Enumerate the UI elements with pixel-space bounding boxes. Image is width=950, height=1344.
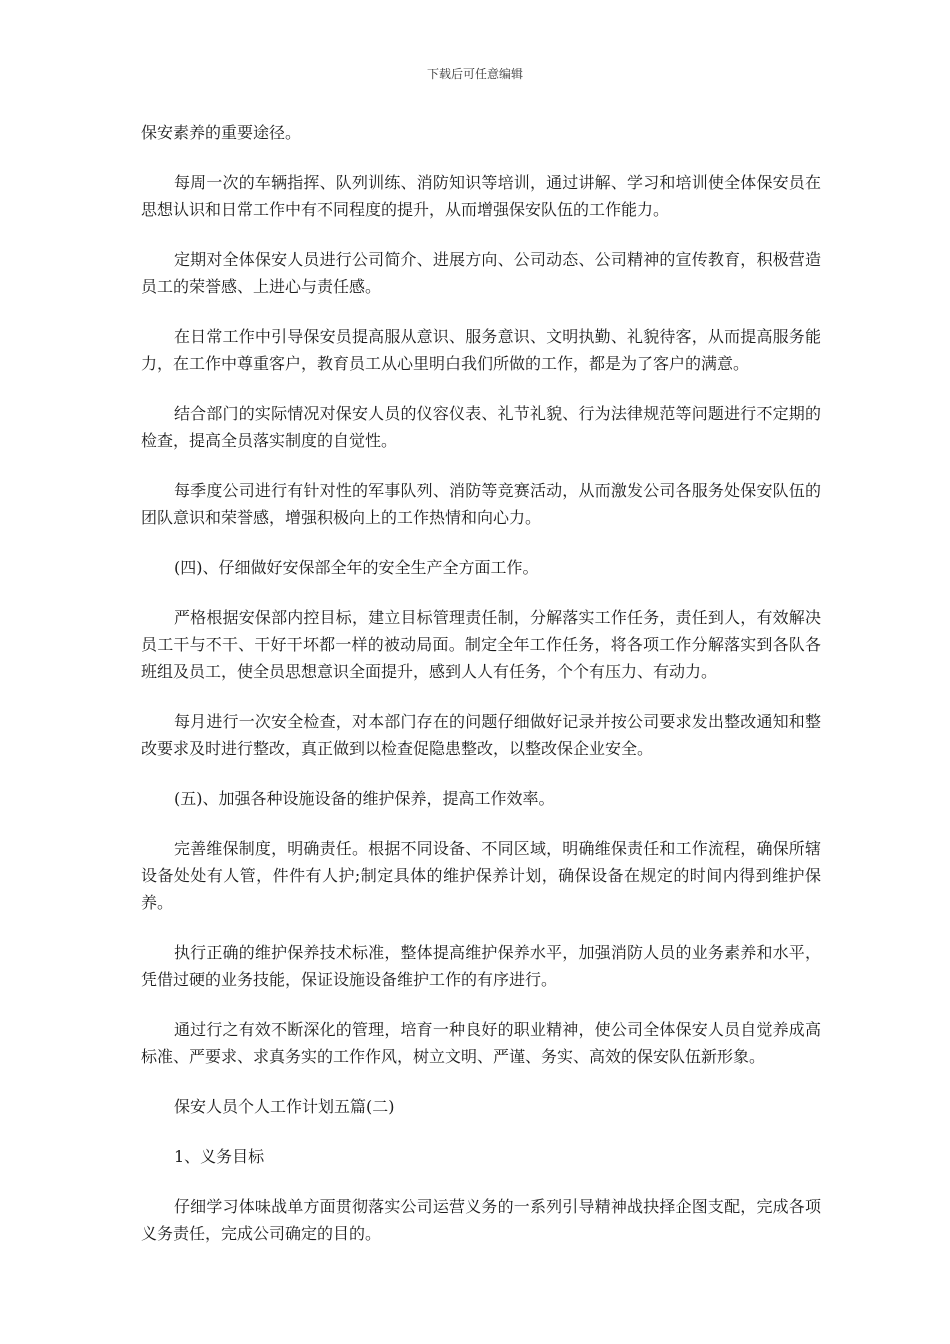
document-subtitle: 保安人员个人工作计划五篇(二)	[174, 1097, 395, 1116]
paragraph: 定期对全体保安人员进行公司简介、进展方向、公司动态、公司精神的宣传教育，积极营造员工的荣誉感、上进心与责任感。	[141, 250, 821, 296]
paragraph: 严格根据安保部内控目标，建立目标管理责任制，分解落实工作任务，责任到人，有效解决员工干与不干、干好干坏都一样的被动局面。制定全年工作任务，将各项工作分解落实到各队各班组及员工，使全员思想意识全面提升，感到人人有任务，个个有压力、有动力。	[141, 608, 821, 681]
page-header-note: 下载后可任意编辑	[426, 67, 523, 81]
paragraph: 结合部门的实际情况对保安人员的仪容仪表、礼节礼貌、行为法律规范等问题进行不定期的检查，提高全员落实制度的自觉性。	[141, 404, 821, 450]
paragraph: 通过行之有效不断深化的管理，培育一种良好的职业精神，使公司全体保安人员自觉养成高标准、严要求、求真务实的工作作风，树立文明、严谨、务实、高效的保安队伍新形象。	[141, 1020, 821, 1066]
section-heading: (四)、仔细做好安保部全年的安全生产全方面工作。	[174, 558, 539, 577]
paragraph: 完善维保制度，明确责任。根据不同设备、不同区域，明确维保责任和工作流程，确保所辖设备处处有人管，件件有人护;制定具体的维护保养计划，确保设备在规定的时间内得到维护保养。	[141, 839, 821, 912]
section-heading: (五)、加强各种设施设备的维护保养，提高工作效率。	[174, 789, 555, 808]
paragraph: 保安素养的重要途径。	[141, 123, 302, 142]
paragraph: 执行正确的维护保养技术标准，整体提高维护保养水平，加强消防人员的业务素养和水平，凭借过硬的业务技能，保证设施设备维护工作的有序进行。	[141, 943, 821, 989]
document-body	[141, 119, 821, 1270]
paragraph: 在日常工作中引导保安员提高服从意识、服务意识、文明执勤、礼貌待客，从而提高服务能力，在工作中尊重客户，教育员工从心里明白我们所做的工作，都是为了客户的满意。	[141, 327, 821, 373]
section-heading: 1、义务目标	[174, 1147, 265, 1166]
paragraph: 每月进行一次安全检查，对本部门存在的问题仔细做好记录并按公司要求发出整改通知和整改要求及时进行整改，真正做到以检查促隐患整改，以整改保企业安全。	[141, 712, 821, 758]
paragraph: 每周一次的车辆指挥、队列训练、消防知识等培训，通过讲解、学习和培训使全体保安员在思想认识和日常工作中有不同程度的提升，从而增强保安队伍的工作能力。	[141, 173, 821, 219]
paragraph: 仔细学习体味战单方面贯彻落实公司运营义务的一系列引导精神战抉择企图支配，完成各项义务责任，完成公司确定的目的。	[141, 1197, 821, 1243]
paragraph: 每季度公司进行有针对性的军事队列、消防等竞赛活动，从而激发公司各服务处保安队伍的团队意识和荣誉感，增强积极向上的工作热情和向心力。	[141, 481, 821, 527]
